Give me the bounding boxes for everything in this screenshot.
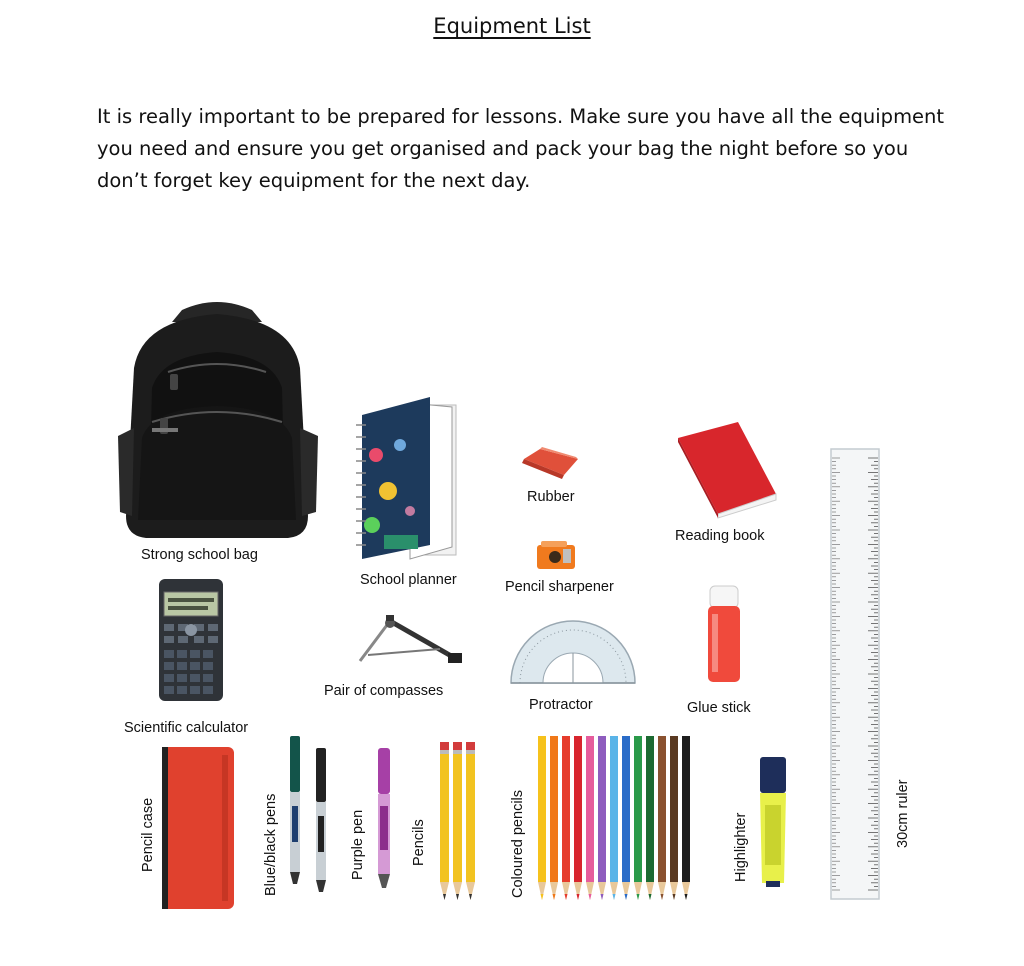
coloured-pencil: [646, 736, 654, 900]
rubber-image: [520, 445, 582, 481]
document-title: Equipment List: [433, 14, 591, 38]
label-school-bag: Strong school bag: [141, 547, 258, 563]
reading-book-image: [676, 420, 778, 520]
label-protractor: Protractor: [529, 697, 593, 713]
coloured-pencil: [622, 736, 630, 900]
label-ruler: 30cm ruler: [895, 779, 911, 848]
coloured-pencil: [550, 736, 558, 900]
label-pens: Blue/black pens: [263, 793, 279, 896]
coloured-pencils-image: [536, 734, 694, 906]
coloured-pencil: [598, 736, 606, 900]
coloured-pencil: [610, 736, 618, 900]
coloured-pencil: [538, 736, 546, 900]
label-pencil-case: Pencil case: [140, 797, 156, 872]
label-compasses: Pair of compasses: [324, 683, 444, 699]
coloured-pencil: [562, 736, 570, 900]
ruler-image: [830, 448, 880, 900]
protractor-image: [508, 615, 638, 687]
coloured-pencil: [658, 736, 666, 900]
coloured-pencil: [682, 736, 690, 900]
school-planner-image: [352, 395, 460, 560]
purple-pen-image: [374, 746, 394, 894]
pencil-sharpener-image: [533, 537, 579, 573]
label-school-planner: School planner: [360, 572, 457, 588]
school-bag-image: [112, 298, 322, 543]
coloured-pencil: [586, 736, 594, 900]
coloured-pencil: [670, 736, 678, 900]
glue-stick-image: [704, 582, 744, 686]
label-coloured-pencils: Coloured pencils: [510, 789, 526, 898]
intro-paragraph: It is really important to be prepared for lessons. Make sure you have all the equipment you need and ensure you get organised and pack your bag the night before so you don’t forget key equipment for the next day.: [97, 105, 945, 192]
label-calculator: Scientific calculator: [124, 720, 249, 736]
label-pencil-sharpener: Pencil sharpener: [505, 579, 614, 595]
highlighter-image: [756, 755, 790, 889]
pens-image: [286, 734, 332, 896]
label-glue-stick: Glue stick: [687, 700, 751, 716]
coloured-pencil: [634, 736, 642, 900]
pencil-case-image: [160, 745, 236, 910]
calculator-image: [158, 578, 224, 702]
coloured-pencil: [574, 736, 582, 900]
compasses-image: [356, 615, 466, 671]
pencils-image: [438, 738, 478, 904]
label-highlighter: Highlighter: [733, 812, 749, 882]
label-purple-pen: Purple pen: [350, 809, 366, 880]
label-reading-book: Reading book: [675, 528, 765, 544]
label-pencils: Pencils: [411, 819, 427, 866]
label-rubber: Rubber: [527, 489, 575, 505]
